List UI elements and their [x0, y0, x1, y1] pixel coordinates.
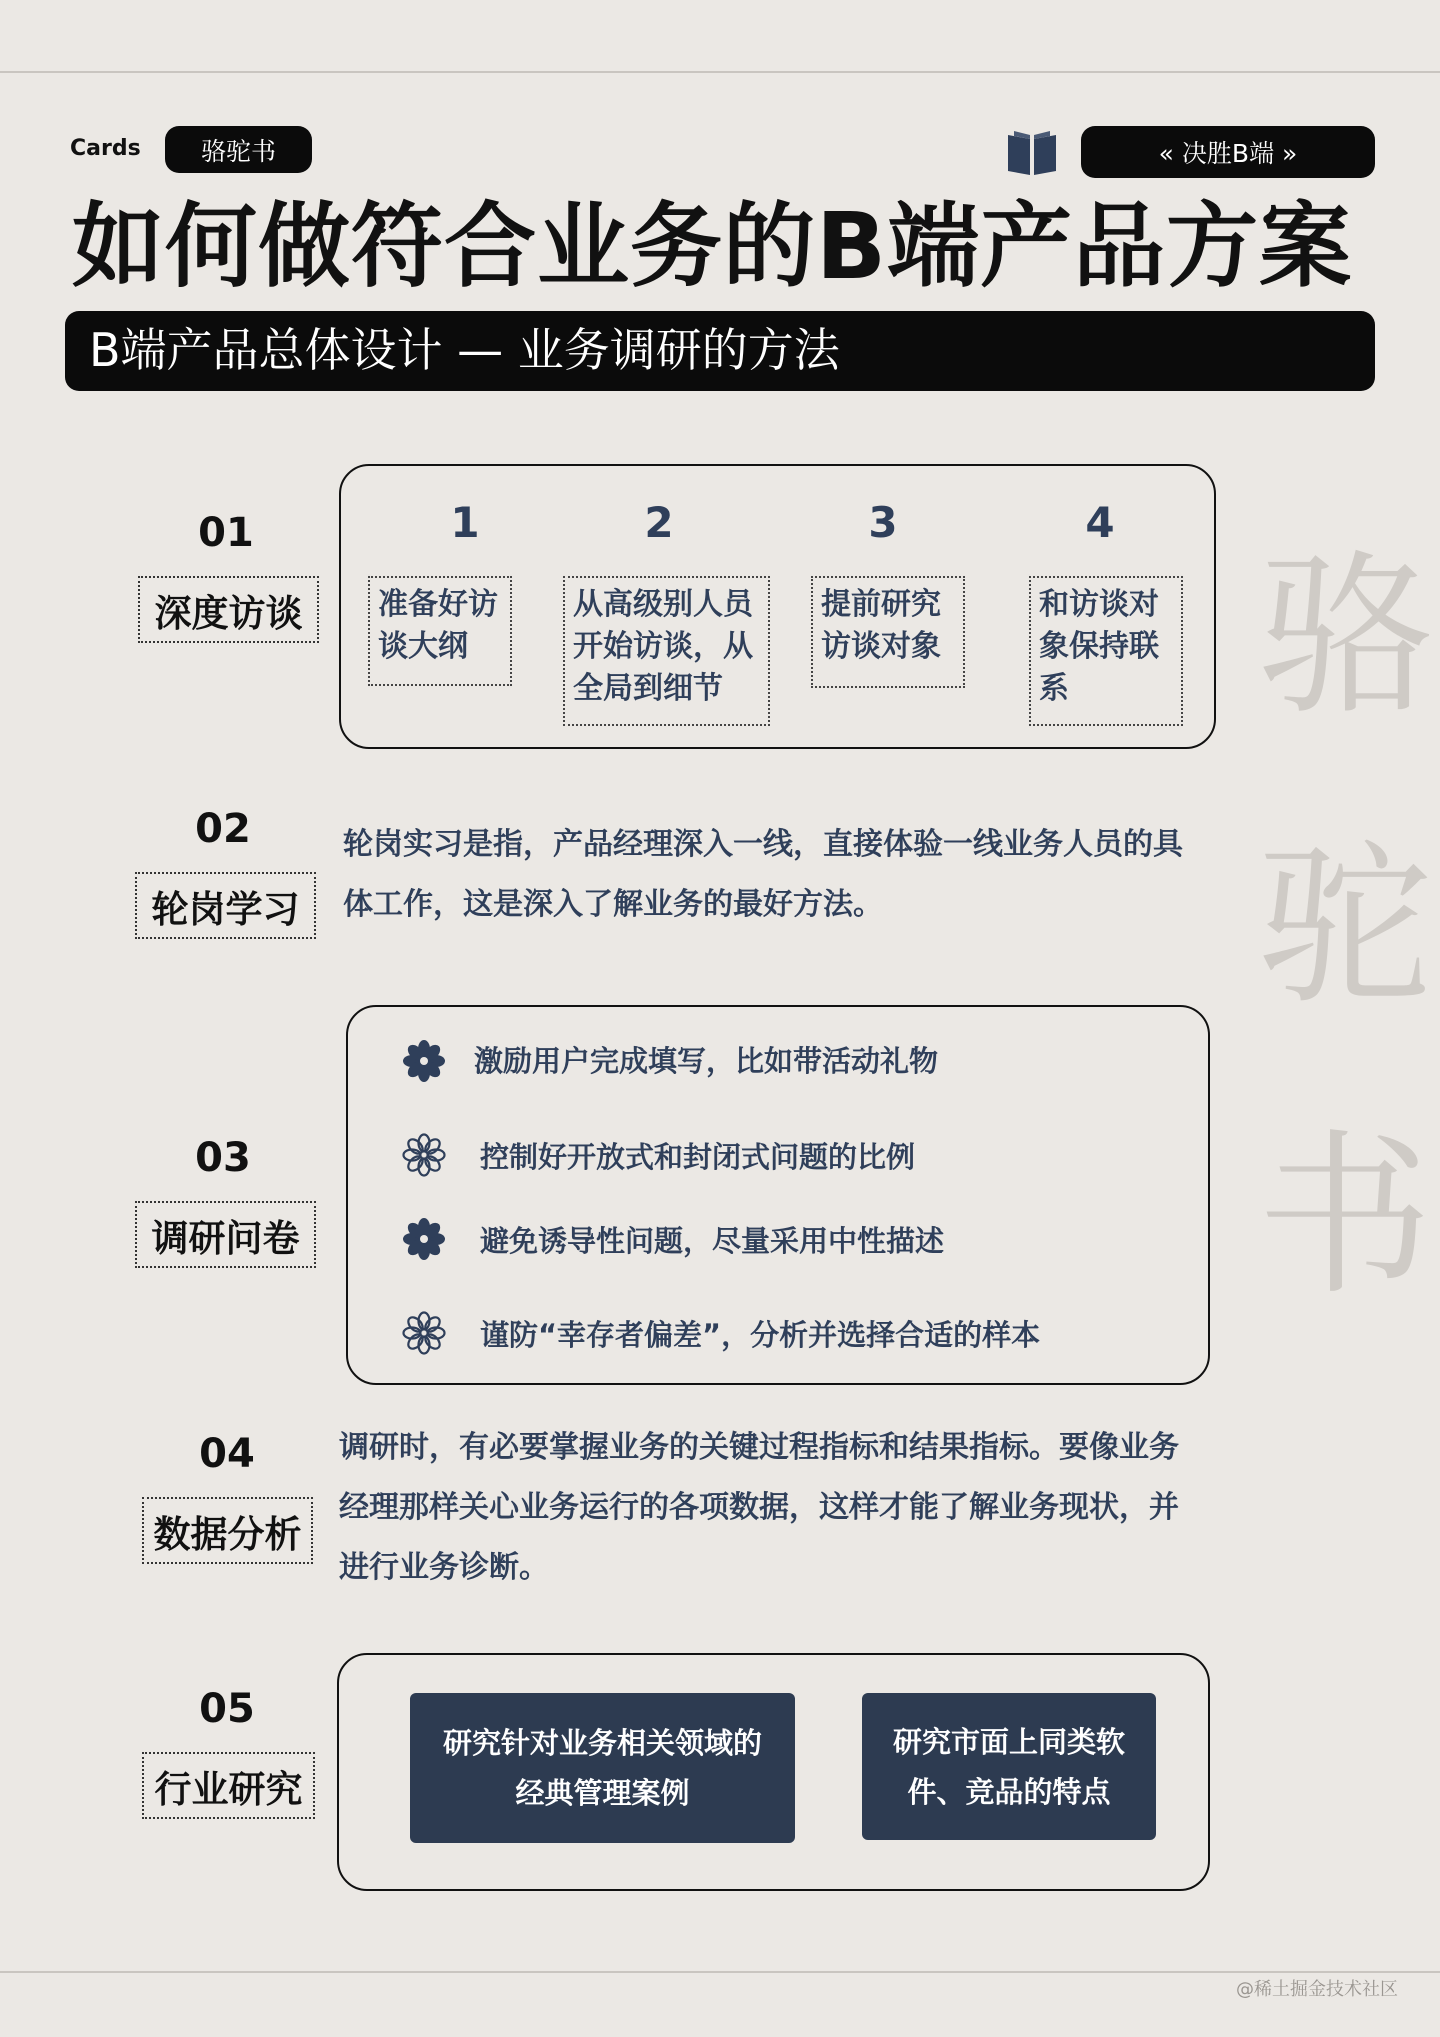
watermark-char-1: 骆 — [1256, 534, 1433, 739]
research-card: 研究市面上同类软件、竞品的特点 — [862, 1693, 1156, 1840]
flower-filled-icon — [402, 1217, 446, 1261]
subtitle-bar — [65, 311, 1375, 391]
step-number: 2 — [644, 498, 674, 547]
section-number-03: 03 — [195, 1135, 251, 1181]
section-number-05: 05 — [199, 1686, 255, 1732]
section-label-02: 轮岗学习 — [135, 872, 316, 939]
open-book-icon — [1006, 127, 1058, 177]
research-card: 研究针对业务相关领域的经典管理案例 — [410, 1693, 795, 1843]
series-pill: « 决胜B端 » — [1081, 126, 1375, 178]
section-label-04: 数据分析 — [142, 1497, 313, 1564]
survey-tip-text: 激励用户完成填写，比如带活动礼物 — [474, 1044, 939, 1078]
section-number-02: 02 — [195, 806, 251, 852]
page-title: 如何做符合业务的B端产品方案 — [72, 193, 1353, 300]
section-number-04: 04 — [199, 1431, 255, 1477]
page-subtitle: B端产品总体设计 — 业务调研的方法 — [89, 323, 840, 377]
step-number: 1 — [450, 498, 480, 547]
data-analysis-description: 调研时，有必要掌握业务的关键过程指标和结果指标。要像业务经理那样关心业务运行的各项数据，这样才能了解业务现状，并进行业务诊断。 — [339, 1430, 1179, 1585]
brand-label: Cards — [70, 136, 141, 161]
watermark-char-3: 书 — [1256, 1114, 1433, 1319]
step-number: 4 — [1085, 498, 1115, 547]
industry-research-panel — [337, 1653, 1210, 1891]
rotation-description: 轮岗实习是指，产品经理深入一线，直接体验一线业务人员的具体工作，这是深入了解业务的最好方法。 — [343, 827, 1183, 922]
survey-tips-panel — [346, 1005, 1210, 1385]
step-box: 从高级别人员开始访谈，从全局到细节 — [563, 576, 770, 726]
section-label-05: 行业研究 — [142, 1752, 315, 1819]
flower-outline-icon — [402, 1311, 446, 1355]
step-box: 和访谈对象保持联系 — [1029, 576, 1183, 726]
step-box: 准备好访谈大纲 — [368, 576, 512, 686]
section-label-01: 深度访谈 — [138, 576, 319, 643]
top-divider — [0, 71, 1440, 73]
section-number-01: 01 — [198, 510, 254, 556]
flower-filled-icon — [402, 1039, 446, 1083]
bottom-divider — [0, 1971, 1440, 1973]
survey-tip-text: 谨防“幸存者偏差”，分析并选择合适的样本 — [480, 1318, 1041, 1352]
brand-pill: 骆驼书 — [165, 126, 312, 173]
interview-steps-panel — [339, 464, 1216, 749]
survey-tip-text: 避免诱导性问题，尽量采用中性描述 — [480, 1224, 945, 1258]
survey-tip-text: 控制好开放式和封闭式问题的比例 — [480, 1140, 916, 1174]
source-credit: @稀土掘金技术社区 — [1236, 1979, 1398, 2000]
flower-outline-icon — [402, 1133, 446, 1177]
step-box: 提前研究访谈对象 — [811, 576, 965, 688]
watermark-char-2: 驼 — [1256, 824, 1433, 1029]
section-label-03: 调研问卷 — [135, 1201, 316, 1268]
step-number: 3 — [868, 498, 898, 547]
